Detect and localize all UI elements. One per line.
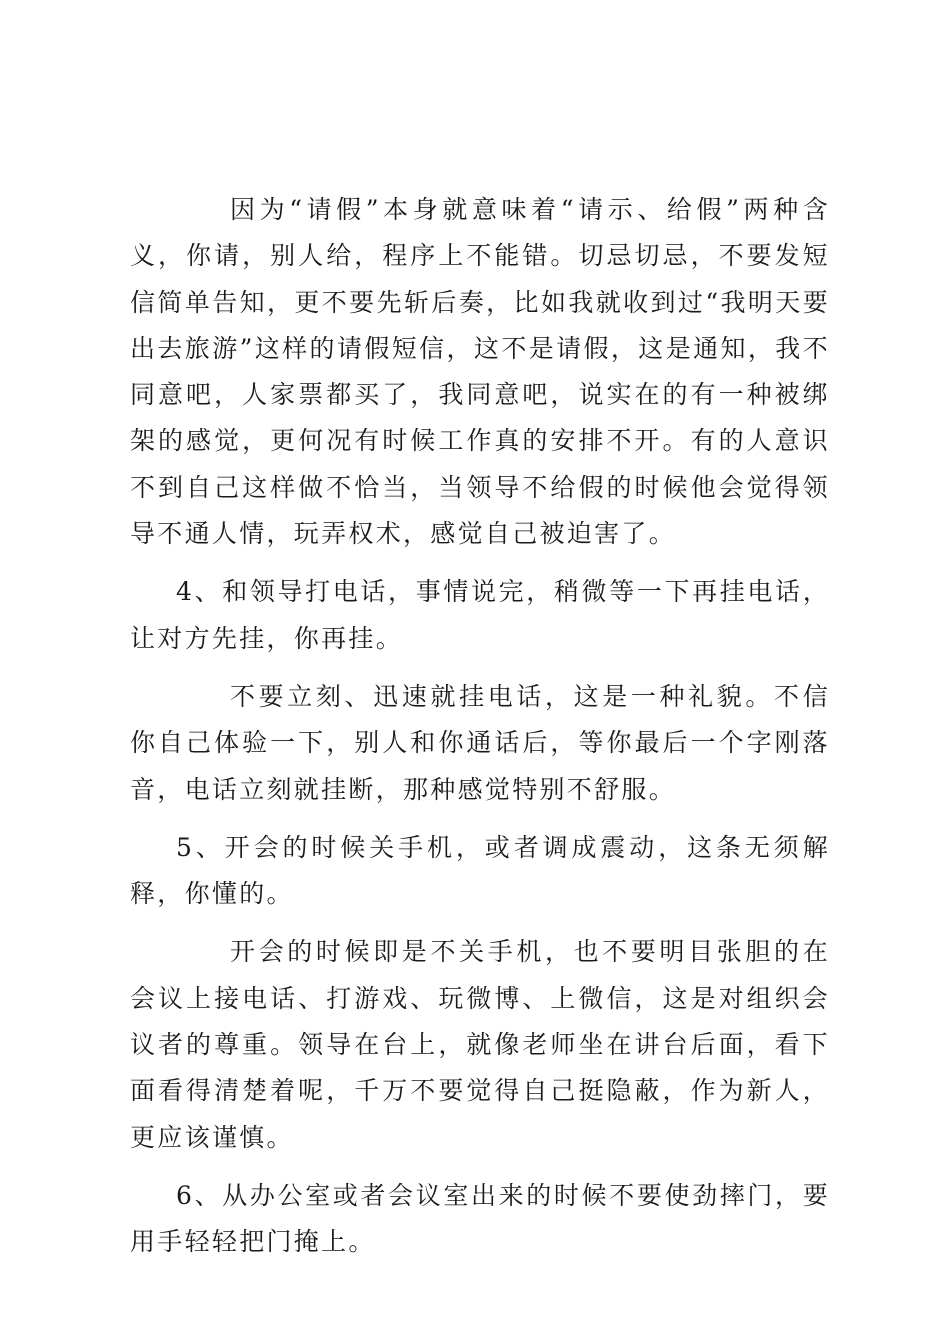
paragraph-point-6-close-door: 6、从办公室或者会议室出来的时候不要使劲摔门，要用手轻轻把门掩上。: [130, 1180, 830, 1257]
document-body: [130, 187, 830, 1278]
paragraph-point-4-phone-call: 4、和领导打电话，事情说完，稍微等一下再挂电话，让对方先挂，你再挂。: [130, 577, 830, 653]
paragraph-phone-call-explanation: 不要立刻、迅速就挂电话，这是一种礼貌。不信你自己体验一下，别人和你通话后，等你最后一个字刚落音，电话立刻就挂断，那种感觉特别不舒服。: [130, 681, 830, 804]
paragraph-point-5-meeting-phone: 5、开会的时候关手机，或者调成震动，这条无须解释，你懂的。: [130, 832, 830, 909]
paragraph-meeting-explanation: 开会的时候即是不关手机，也不要明目张胆的在会议上接电话、打游戏、玩微博、上微信，这是对组织会议者的尊重。领导在台上，就像老师坐在讲台后面，看下面看得清楚着呢，千万不要觉得自己挺隐蔽，作为新人，更应该谨慎。: [130, 937, 830, 1152]
paragraph-leave-request-explanation: 因为“请假”本身就意味着“请示、给假”两种含义，你请，别人给，程序上不能错。切忌切忌，不要发短信简单告知，更不要先斩后奏，比如我就收到过“我明天要出去旅游”这样的请假短信，这不是请假，这是通知，我不同意吧，人家票都买了，我同意吧，说实在的有一种被绑架的感觉，更何况有时候工作真的安排不开。有的人意识不到自己这样做不恰当，当领导不给假的时候他会觉得领导不通人情，玩弄权术，感觉自己被迫害了。: [130, 195, 830, 549]
